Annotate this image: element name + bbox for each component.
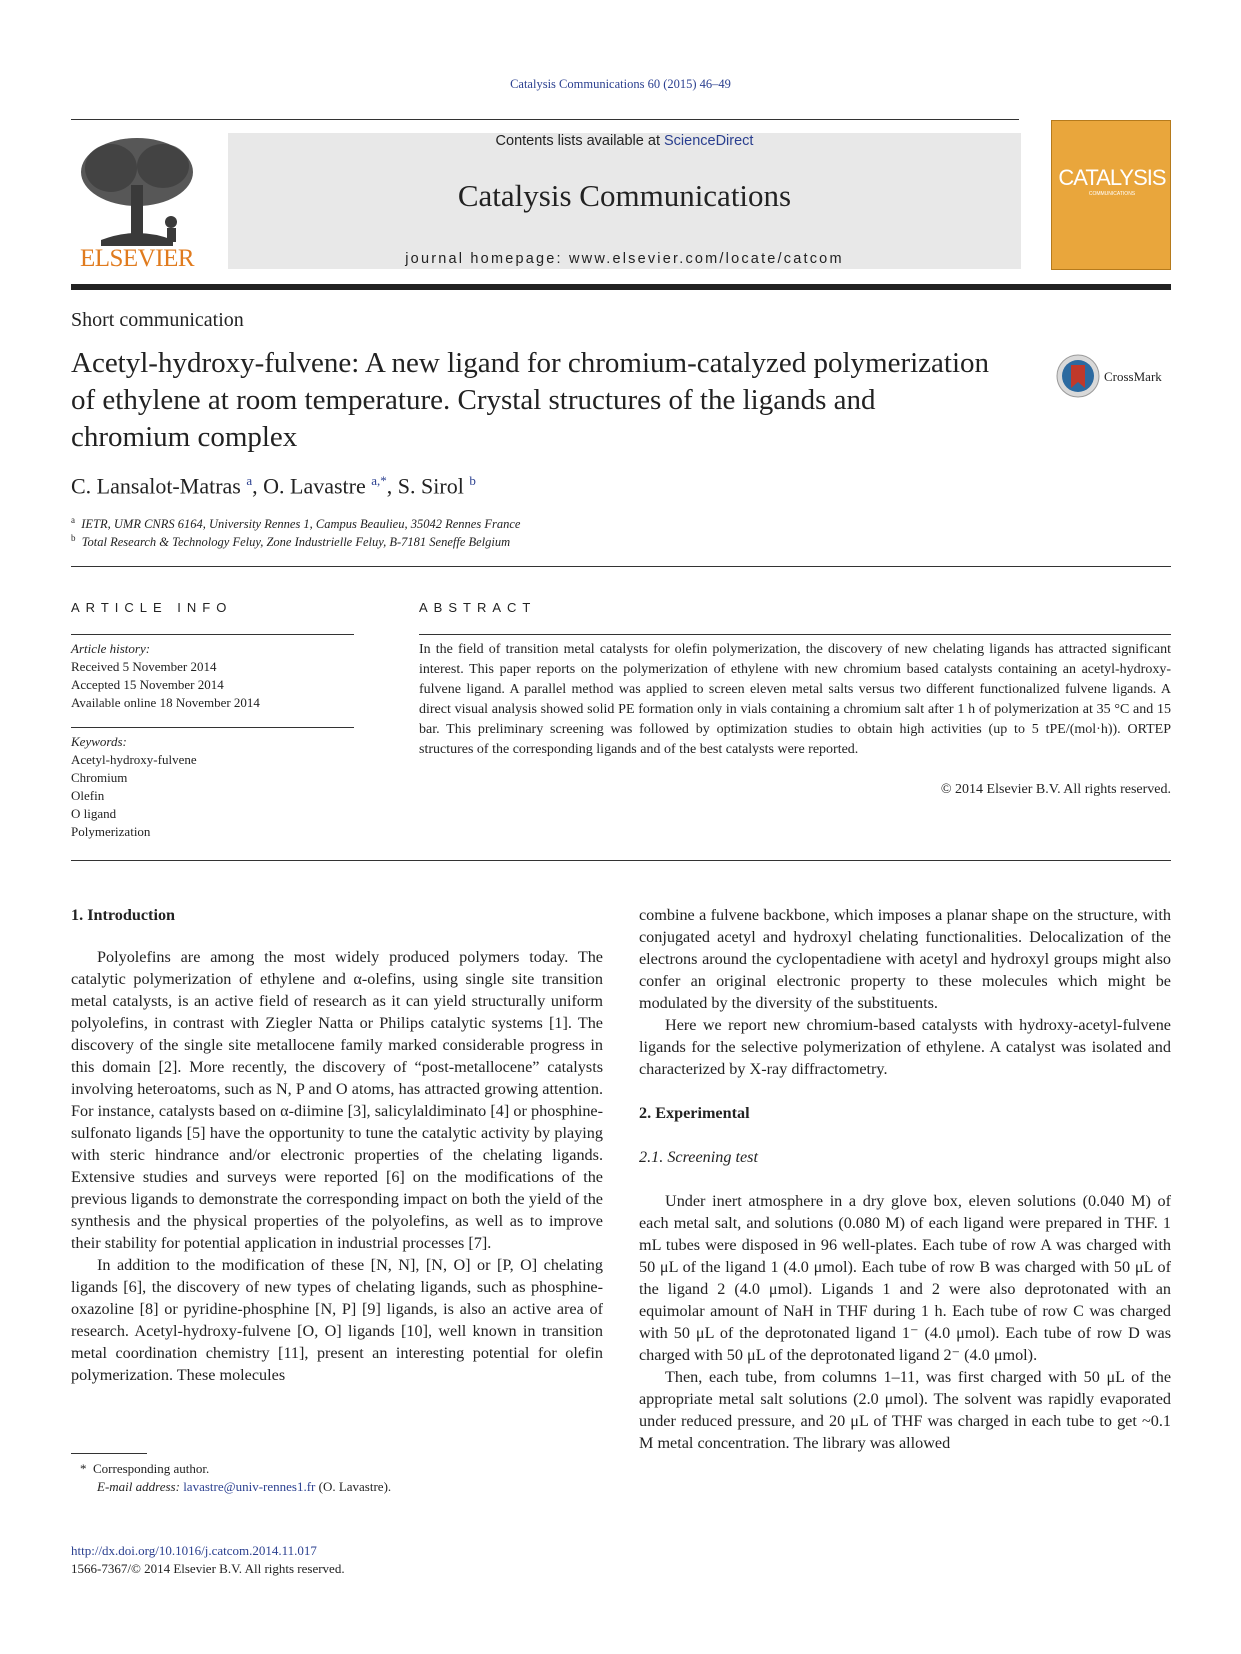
experimental-paragraph-1: Under inert atmosphere in a dry glove box, eleven solutions (0.040 M) of each metal salt, and solutions (0.080 M) of each ligand were prepared in THF. 1 mL tubes were disposed in 96 well-plates. Each tube of row A was charged with 50 μL of the ligand 1 (4.0 μmol). Each tube of row B was charged with 50 μL of the ligand 2 (4.0 μmol). Ligands 1 and 2 were also deprotonated with an equimolar amount of NaH in THF during 1 h. Each tube of row C was charged with 50 μL of the deprotonated ligand 1⁻ (4.0 μmol). Each tube of row D was charged with 50 μL of the deprotonated ligand 2⁻ (4.0 μmol).	[639, 1192, 1171, 1364]
history-received: Received 5 November 2014	[71, 659, 217, 674]
intro-paragraph-3: Here we report new chromium-based catalysts with hydroxy-acetyl-fulvene ligands for the selective polymerization of ethylene. A catalyst was isolated and characterized by X-ray diffractometry.	[639, 1016, 1171, 1078]
affil-marker: b	[71, 533, 76, 543]
sciencedirect-link[interactable]: ScienceDirect	[664, 133, 754, 149]
cover-title: CATALYSIS	[1058, 165, 1166, 190]
header-rule	[71, 119, 1019, 120]
experimental-paragraph-2: Then, each tube, from columns 1–11, was first charged with 50 μL of the appropriate metal salt solutions (2.0 μmol). The solvent was rapidly evaporated under reduced pressure, and 20 μL of THF was charged in each tube to get ~0.1 M metal concentration. The library was allowed	[639, 1368, 1171, 1452]
affil-marker: a	[71, 515, 75, 525]
issn-copyright: 1566-7367/© 2014 Elsevier B.V. All rights reserved.	[71, 1561, 345, 1576]
journal-homepage[interactable]: journal homepage: www.elsevier.com/locate/catcom	[405, 251, 844, 267]
keywords	[71, 733, 197, 841]
section-heading-introduction: 1. Introduction	[71, 906, 176, 924]
affiliation-a	[71, 515, 520, 532]
keyword: Polymerization	[71, 824, 151, 839]
author-name: O. Lavastre	[263, 473, 366, 499]
abstract-copyright: © 2014 Elsevier B.V. All rights reserved.	[940, 782, 1171, 797]
article-history	[71, 640, 260, 712]
abstract-bottom-rule	[71, 860, 1171, 861]
affiliation-b	[71, 533, 510, 550]
article-info-rule	[71, 634, 354, 635]
footnote-corresponding-text: Corresponding author.	[93, 1461, 210, 1476]
keywords-rule	[71, 727, 354, 728]
intro-paragraph-2: In addition to the modification of these [N, N], [N, O] or [P, O] chelating ligands [6], the discovery of new types of chelating ligands, such as phosphine-oxazoline [8] or pyridine-phosphine [N, P] [9] ligands, is also an active area of research. Acetyl-hydroxy-fulvene [O, O] ligands [10], well known in transition metal coordination chemistry [11], present an interesting potential for olefin polymerization. These molecules	[71, 1256, 603, 1384]
author-name: S. Sirol	[397, 473, 464, 499]
footnote-rule	[71, 1453, 147, 1454]
footnote-email	[97, 1478, 391, 1496]
contents-prefix: Contents lists available at	[495, 133, 664, 149]
subsection-heading-screening: 2.1. Screening test	[639, 1148, 758, 1166]
header-thick-rule	[71, 284, 1171, 290]
crossmark-icon[interactable]	[1056, 354, 1100, 398]
footnote-marker: *	[80, 1461, 87, 1476]
affil-text: IETR, UMR CNRS 6164, University Rennes 1, Campus Beaulieu, 35042 Rennes France	[81, 517, 521, 532]
abstract-rule	[419, 634, 1171, 635]
keyword: Acetyl-hydroxy-fulvene	[71, 752, 197, 767]
intro-continuation: combine a fulvene backbone, which imposes a planar shape on the structure, with conjugated acetyl and hydroxyl chelating functionalities. Delocalization of the electrons around the cyclopentadiene with acetyl and hydroxyl groups might also confer an original electronic property to these molecules which might be modulated by the diversity of the substituents.	[639, 906, 1171, 1012]
article-info-heading: ARTICLE INFO	[71, 600, 233, 615]
keyword: O ligand	[71, 806, 117, 821]
history-accepted: Accepted 15 November 2014	[71, 677, 224, 692]
affiliations-rule	[71, 566, 1171, 567]
affil-text: Total Research & Technology Feluy, Zone Industrielle Feluy, B-7181 Seneffe Belgium	[81, 535, 511, 550]
journal-citation[interactable]: Catalysis Communications 60 (2015) 46–49	[510, 77, 731, 91]
abstract-heading: ABSTRACT	[419, 600, 537, 615]
journal-cover-thumbnail[interactable]	[1051, 120, 1171, 270]
intro-paragraph-1: Polyolefins are among the most widely produced polymers today. The catalytic polymerization of ethylene and α-olefins, using single site transition metal catalysts, is an active field of research as it can yield structurally uniform polyolefins, in contrast with Ziegler Natta or Philips catalytic systems [1]. The discovery of the single site metallocene family marked considerable progress in this domain [2]. More recently, the discovery of “post-metallocene” catalysts involving heteroatoms, such as N, P and O atoms, has attracted growing attention. For instance, catalysts based on α-diimine [3], salicylaldiminato [4] or phosphine-sulfonato ligands [5] have the opportunity to tune the catalytic activity by playing with steric hindrance and/or electronic properties of the chelating ligands. Extensive studies and surveys were reported [6] on the modifications of the previous ligands to demonstrate the corresponding impact on both the yield of the synthesis and the physical properties of the polyolefins, as well as to improve their stability for potential application in industrial processes [7].	[71, 948, 603, 1252]
article-section-type: Short communication	[71, 309, 244, 331]
keywords-label: Keywords:	[71, 734, 127, 749]
author-affil-marker[interactable]: a	[246, 473, 253, 488]
cover-subtitle: COMMUNICATIONS	[1088, 191, 1136, 197]
crossmark-label[interactable]: CrossMark	[1104, 369, 1162, 384]
email-label: E-mail address:	[97, 1479, 180, 1494]
keyword: Chromium	[71, 770, 128, 785]
elsevier-wordmark: ELSEVIER	[79, 245, 195, 270]
journal-title: Catalysis Communications	[457, 178, 792, 213]
contents-line	[228, 133, 1021, 149]
body-right-column	[639, 904, 1171, 1454]
history-label: Article history:	[71, 641, 151, 656]
author-name: C. Lansalot-Matras	[71, 473, 241, 499]
elsevier-tree-logo	[71, 130, 203, 270]
section-heading-experimental: 2. Experimental	[639, 1104, 750, 1122]
footnote-corresponding	[80, 1460, 209, 1478]
author-affil-marker[interactable]: b	[469, 473, 476, 488]
history-online: Available online 18 November 2014	[71, 695, 260, 710]
email-link[interactable]: lavastre@univ-rennes1.fr	[183, 1479, 316, 1494]
body-left-column	[71, 904, 603, 1386]
email-owner: (O. Lavastre).	[318, 1479, 392, 1494]
doi-link[interactable]: http://dx.doi.org/10.1016/j.catcom.2014.11.017	[71, 1543, 317, 1558]
article-title: Acetyl-hydroxy-fulvene: A new ligand for chromium-catalyzed polymerization of ethylene at room temperature. Crystal structures of the ligands and chromium complex	[71, 347, 990, 453]
author-affil-marker[interactable]: a,*	[371, 473, 387, 488]
keyword: Olefin	[71, 788, 105, 803]
abstract-text: In the field of transition metal catalysts for olefin polymerization, the discovery of new chelating ligands has attracted significant interest. This paper reports on the polymerization of ethylene with new chromium based catalysts containing an acetyl-hydroxy-fulvene ligand. A parallel method was applied to screen eleven metal salts versus two different functionalized fulvene ligands. A direct visual analysis showed solid PE formation only in vials containing a chromium salt after 1 h of polymerization at 35 °C and 15 bar. This preliminary screening was followed by optimization studies to obtain high activities (up to 5 tPE/(mol·h)). ORTEP structures of the corresponding ligands and of the best catalysts were reported.	[419, 642, 1171, 757]
author-list: C. Lansalot-Matras $^a$, O. Lavastre $^{a,*}$, S. Sirol $^b$	[71, 473, 476, 499]
